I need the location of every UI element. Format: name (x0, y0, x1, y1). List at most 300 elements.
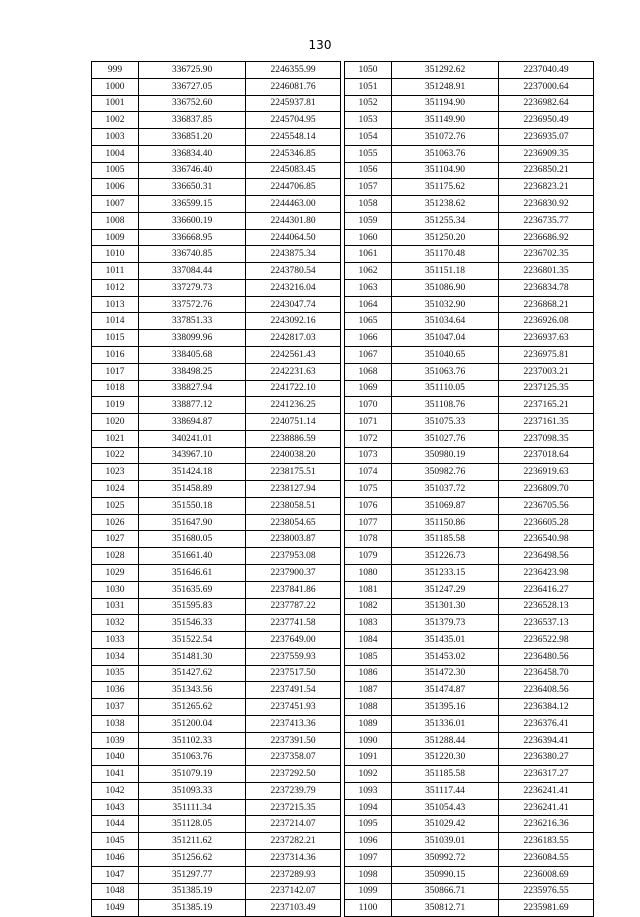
table-row (345, 129, 594, 146)
table-row (92, 833, 341, 850)
table-row (345, 263, 594, 280)
x-coordinate-cell: 351395.16 (392, 699, 499, 716)
y-coordinate-cell: 2236909.35 (499, 145, 594, 162)
y-coordinate-cell: 2237040.49 (499, 62, 594, 79)
point-number-cell: 1084 (345, 632, 392, 649)
point-number-cell: 1018 (92, 380, 139, 397)
y-coordinate-cell: 2236834.78 (499, 279, 594, 296)
coordinate-table-left-body (92, 62, 341, 917)
table-row (345, 816, 594, 833)
table-row (345, 162, 594, 179)
table-row (345, 564, 594, 581)
table-row (92, 766, 341, 783)
table-row (92, 531, 341, 548)
x-coordinate-cell: 338877.12 (139, 397, 246, 414)
y-coordinate-cell: 2237161.35 (499, 414, 594, 431)
x-coordinate-cell: 351635.69 (139, 581, 246, 598)
x-coordinate-cell: 351336.01 (392, 715, 499, 732)
y-coordinate-cell: 2238058.51 (246, 497, 341, 514)
x-coordinate-cell: 336851.20 (139, 129, 246, 146)
y-coordinate-cell: 2236480.56 (499, 648, 594, 665)
x-coordinate-cell: 351550.18 (139, 497, 246, 514)
point-number-cell: 1014 (92, 313, 139, 330)
y-coordinate-cell: 2238054.65 (246, 514, 341, 531)
y-coordinate-cell: 2237292.50 (246, 766, 341, 783)
table-row (345, 581, 594, 598)
table-row (92, 129, 341, 146)
point-number-cell: 1056 (345, 162, 392, 179)
table-row (345, 531, 594, 548)
x-coordinate-cell: 351104.90 (392, 162, 499, 179)
table-row (92, 615, 341, 632)
y-coordinate-cell: 2238003.87 (246, 531, 341, 548)
point-number-cell: 1034 (92, 648, 139, 665)
table-row (345, 833, 594, 850)
point-number-cell: 1074 (345, 464, 392, 481)
y-coordinate-cell: 2236735.77 (499, 212, 594, 229)
x-coordinate-cell: 350980.19 (392, 447, 499, 464)
point-number-cell: 1069 (345, 380, 392, 397)
point-number-cell: 1029 (92, 564, 139, 581)
x-coordinate-cell: 351175.62 (392, 179, 499, 196)
point-number-cell: 1052 (345, 95, 392, 112)
y-coordinate-cell: 2244463.00 (246, 196, 341, 213)
x-coordinate-cell: 351292.62 (392, 62, 499, 79)
y-coordinate-cell: 2237451.93 (246, 699, 341, 716)
table-row (92, 212, 341, 229)
x-coordinate-cell: 351211.62 (139, 833, 246, 850)
x-coordinate-cell: 336834.40 (139, 145, 246, 162)
table-row (92, 78, 341, 95)
coordinate-table-right (344, 61, 594, 917)
point-number-cell: 1013 (92, 296, 139, 313)
table-row (345, 430, 594, 447)
table-row (345, 363, 594, 380)
point-number-cell: 1046 (92, 849, 139, 866)
x-coordinate-cell: 351385.19 (139, 883, 246, 900)
point-number-cell: 1020 (92, 414, 139, 431)
table-row (345, 78, 594, 95)
x-coordinate-cell: 351301.30 (392, 598, 499, 615)
x-coordinate-cell: 336725.90 (139, 62, 246, 79)
x-coordinate-cell: 351185.58 (392, 766, 499, 783)
x-coordinate-cell: 351522.54 (139, 632, 246, 649)
x-coordinate-cell: 351040.65 (392, 347, 499, 364)
table-row (92, 548, 341, 565)
point-number-cell: 1091 (345, 749, 392, 766)
x-coordinate-cell: 351063.76 (392, 145, 499, 162)
y-coordinate-cell: 2237391.50 (246, 732, 341, 749)
y-coordinate-cell: 2238886.59 (246, 430, 341, 447)
y-coordinate-cell: 2243875.34 (246, 246, 341, 263)
y-coordinate-cell: 2237289.93 (246, 866, 341, 883)
y-coordinate-cell: 2237559.93 (246, 648, 341, 665)
y-coordinate-cell: 2236376.41 (499, 715, 594, 732)
point-number-cell: 1027 (92, 531, 139, 548)
x-coordinate-cell: 336668.95 (139, 229, 246, 246)
point-number-cell: 1012 (92, 279, 139, 296)
y-coordinate-cell: 2236458.70 (499, 665, 594, 682)
point-number-cell: 1099 (345, 883, 392, 900)
table-row (92, 514, 341, 531)
y-coordinate-cell: 2237239.79 (246, 782, 341, 799)
table-row (345, 279, 594, 296)
x-coordinate-cell: 351086.90 (392, 279, 499, 296)
y-coordinate-cell: 2236537.13 (499, 615, 594, 632)
x-coordinate-cell: 350812.71 (392, 900, 499, 917)
y-coordinate-cell: 2236850.21 (499, 162, 594, 179)
point-number-cell: 1019 (92, 397, 139, 414)
point-number-cell: 1085 (345, 648, 392, 665)
x-coordinate-cell: 350992.72 (392, 849, 499, 866)
x-coordinate-cell: 351027.76 (392, 430, 499, 447)
x-coordinate-cell: 351546.33 (139, 615, 246, 632)
table-row (92, 497, 341, 514)
point-number-cell: 1043 (92, 799, 139, 816)
table-row (92, 229, 341, 246)
point-number-cell: 1017 (92, 363, 139, 380)
table-row (92, 112, 341, 129)
table-row (345, 900, 594, 917)
point-number-cell: 1051 (345, 78, 392, 95)
x-coordinate-cell: 351288.44 (392, 732, 499, 749)
y-coordinate-cell: 2245083.45 (246, 162, 341, 179)
x-coordinate-cell: 351453.02 (392, 648, 499, 665)
x-coordinate-cell: 336600.19 (139, 212, 246, 229)
x-coordinate-cell: 351474.87 (392, 682, 499, 699)
y-coordinate-cell: 2237103.49 (246, 900, 341, 917)
y-coordinate-cell: 2237282.21 (246, 833, 341, 850)
x-coordinate-cell: 351029.42 (392, 816, 499, 833)
point-number-cell: 1066 (345, 330, 392, 347)
table-row (92, 162, 341, 179)
table-row (92, 749, 341, 766)
y-coordinate-cell: 2236823.21 (499, 179, 594, 196)
table-row (345, 497, 594, 514)
point-number-cell: 1042 (92, 782, 139, 799)
x-coordinate-cell: 351250.20 (392, 229, 499, 246)
point-number-cell: 1023 (92, 464, 139, 481)
point-number-cell: 1035 (92, 665, 139, 682)
x-coordinate-cell: 351647.90 (139, 514, 246, 531)
y-coordinate-cell: 2236982.64 (499, 95, 594, 112)
table-row (92, 263, 341, 280)
table-row (345, 212, 594, 229)
x-coordinate-cell: 336752.60 (139, 95, 246, 112)
y-coordinate-cell: 2236416.27 (499, 581, 594, 598)
x-coordinate-cell: 336740.85 (139, 246, 246, 263)
table-row (345, 849, 594, 866)
y-coordinate-cell: 2237018.64 (499, 447, 594, 464)
y-coordinate-cell: 2236919.63 (499, 464, 594, 481)
table-row (92, 347, 341, 364)
y-coordinate-cell: 2236498.56 (499, 548, 594, 565)
table-row (345, 62, 594, 79)
point-number-cell: 1065 (345, 313, 392, 330)
x-coordinate-cell: 351661.40 (139, 548, 246, 565)
table-row (345, 648, 594, 665)
point-number-cell: 1073 (345, 447, 392, 464)
table-row (92, 62, 341, 79)
table-row (345, 330, 594, 347)
x-coordinate-cell: 351238.62 (392, 196, 499, 213)
table-row (92, 397, 341, 414)
y-coordinate-cell: 2236975.81 (499, 347, 594, 364)
y-coordinate-cell: 2241722.10 (246, 380, 341, 397)
x-coordinate-cell: 337851.33 (139, 313, 246, 330)
point-number-cell: 1093 (345, 782, 392, 799)
x-coordinate-cell: 351248.91 (392, 78, 499, 95)
table-row (345, 145, 594, 162)
table-row (345, 380, 594, 397)
x-coordinate-cell: 351072.76 (392, 129, 499, 146)
y-coordinate-cell: 2241236.25 (246, 397, 341, 414)
x-coordinate-cell: 351265.62 (139, 699, 246, 716)
table-row (92, 799, 341, 816)
x-coordinate-cell: 351034.64 (392, 313, 499, 330)
y-coordinate-cell: 2236528.13 (499, 598, 594, 615)
table-row (92, 145, 341, 162)
point-number-cell: 1055 (345, 145, 392, 162)
table-row (345, 514, 594, 531)
table-row (345, 715, 594, 732)
point-number-cell: 1081 (345, 581, 392, 598)
y-coordinate-cell: 2235981.69 (499, 900, 594, 917)
y-coordinate-cell: 2236950.49 (499, 112, 594, 129)
x-coordinate-cell: 351481.30 (139, 648, 246, 665)
table-row (92, 632, 341, 649)
point-number-cell: 1041 (92, 766, 139, 783)
table-row (92, 816, 341, 833)
y-coordinate-cell: 2236423.98 (499, 564, 594, 581)
x-coordinate-cell: 351063.76 (392, 363, 499, 380)
point-number-cell: 1038 (92, 715, 139, 732)
table-row (345, 481, 594, 498)
y-coordinate-cell: 2246355.99 (246, 62, 341, 79)
x-coordinate-cell: 351075.33 (392, 414, 499, 431)
point-number-cell: 1045 (92, 833, 139, 850)
table-row (345, 766, 594, 783)
point-number-cell: 1068 (345, 363, 392, 380)
x-coordinate-cell: 351185.58 (392, 531, 499, 548)
table-row (92, 330, 341, 347)
y-coordinate-cell: 2237787.22 (246, 598, 341, 615)
table-row (92, 699, 341, 716)
point-number-cell: 999 (92, 62, 139, 79)
y-coordinate-cell: 2242231.63 (246, 363, 341, 380)
x-coordinate-cell: 336727.05 (139, 78, 246, 95)
table-row (92, 900, 341, 917)
table-row (92, 782, 341, 799)
point-number-cell: 1096 (345, 833, 392, 850)
table-row (92, 598, 341, 615)
y-coordinate-cell: 2236605.28 (499, 514, 594, 531)
point-number-cell: 1089 (345, 715, 392, 732)
y-coordinate-cell: 2236935.07 (499, 129, 594, 146)
x-coordinate-cell: 351032.90 (392, 296, 499, 313)
table-row (345, 179, 594, 196)
point-number-cell: 1079 (345, 548, 392, 565)
x-coordinate-cell: 338498.25 (139, 363, 246, 380)
table-row (345, 313, 594, 330)
point-number-cell: 1003 (92, 129, 139, 146)
table-row (92, 363, 341, 380)
table-row (345, 883, 594, 900)
point-number-cell: 1006 (92, 179, 139, 196)
point-number-cell: 1054 (345, 129, 392, 146)
point-number-cell: 1083 (345, 615, 392, 632)
point-number-cell: 1032 (92, 615, 139, 632)
x-coordinate-cell: 351379.73 (392, 615, 499, 632)
point-number-cell: 1002 (92, 112, 139, 129)
x-coordinate-cell: 351102.33 (139, 732, 246, 749)
x-coordinate-cell: 351343.56 (139, 682, 246, 699)
x-coordinate-cell: 343967.10 (139, 447, 246, 464)
y-coordinate-cell: 2237214.07 (246, 816, 341, 833)
table-row (92, 196, 341, 213)
y-coordinate-cell: 2236380.27 (499, 749, 594, 766)
y-coordinate-cell: 2244064.50 (246, 229, 341, 246)
point-number-cell: 1025 (92, 497, 139, 514)
point-number-cell: 1078 (345, 531, 392, 548)
x-coordinate-cell: 336837.85 (139, 112, 246, 129)
x-coordinate-cell: 351054.43 (392, 799, 499, 816)
table-row (345, 632, 594, 649)
table-row (92, 866, 341, 883)
x-coordinate-cell: 351385.19 (139, 900, 246, 917)
point-number-cell: 1009 (92, 229, 139, 246)
point-number-cell: 1040 (92, 749, 139, 766)
table-row (92, 279, 341, 296)
point-number-cell: 1097 (345, 849, 392, 866)
point-number-cell: 1021 (92, 430, 139, 447)
y-coordinate-cell: 2236008.69 (499, 866, 594, 883)
y-coordinate-cell: 2236868.21 (499, 296, 594, 313)
y-coordinate-cell: 2237215.35 (246, 799, 341, 816)
y-coordinate-cell: 2237953.08 (246, 548, 341, 565)
y-coordinate-cell: 2237517.50 (246, 665, 341, 682)
table-row (345, 749, 594, 766)
table-row (345, 95, 594, 112)
y-coordinate-cell: 2237358.07 (246, 749, 341, 766)
point-number-cell: 1026 (92, 514, 139, 531)
table-row (92, 246, 341, 263)
x-coordinate-cell: 351170.48 (392, 246, 499, 263)
table-row (345, 665, 594, 682)
y-coordinate-cell: 2236522.98 (499, 632, 594, 649)
point-number-cell: 1024 (92, 481, 139, 498)
table-row (92, 715, 341, 732)
point-number-cell: 1010 (92, 246, 139, 263)
table-row (92, 313, 341, 330)
y-coordinate-cell: 2245548.14 (246, 129, 341, 146)
table-row (345, 296, 594, 313)
page-number: 130 (308, 38, 332, 52)
point-number-cell: 1088 (345, 699, 392, 716)
x-coordinate-cell: 338827.94 (139, 380, 246, 397)
table-row (92, 564, 341, 581)
x-coordinate-cell: 338694.87 (139, 414, 246, 431)
x-coordinate-cell: 351435.01 (392, 632, 499, 649)
y-coordinate-cell: 2246081.76 (246, 78, 341, 95)
point-number-cell: 1098 (345, 866, 392, 883)
x-coordinate-cell: 351427.62 (139, 665, 246, 682)
y-coordinate-cell: 2243047.74 (246, 296, 341, 313)
point-number-cell: 1094 (345, 799, 392, 816)
y-coordinate-cell: 2237413.36 (246, 715, 341, 732)
point-number-cell: 1048 (92, 883, 139, 900)
point-number-cell: 1057 (345, 179, 392, 196)
point-number-cell: 1030 (92, 581, 139, 598)
x-coordinate-cell: 351149.90 (392, 112, 499, 129)
point-number-cell: 1005 (92, 162, 139, 179)
y-coordinate-cell: 2245937.81 (246, 95, 341, 112)
table-row (345, 732, 594, 749)
point-number-cell: 1008 (92, 212, 139, 229)
x-coordinate-cell: 351063.76 (139, 749, 246, 766)
x-coordinate-cell: 351220.30 (392, 749, 499, 766)
x-coordinate-cell: 351037.72 (392, 481, 499, 498)
x-coordinate-cell: 351458.89 (139, 481, 246, 498)
x-coordinate-cell: 340241.01 (139, 430, 246, 447)
table-row (345, 615, 594, 632)
table-row (92, 682, 341, 699)
x-coordinate-cell: 351110.05 (392, 380, 499, 397)
y-coordinate-cell: 2245346.85 (246, 145, 341, 162)
y-coordinate-cell: 2236705.56 (499, 497, 594, 514)
table-row (92, 464, 341, 481)
y-coordinate-cell: 2243216.04 (246, 279, 341, 296)
table-row (345, 782, 594, 799)
y-coordinate-cell: 2236540.98 (499, 531, 594, 548)
point-number-cell: 1016 (92, 347, 139, 364)
x-coordinate-cell: 351194.90 (392, 95, 499, 112)
point-number-cell: 1067 (345, 347, 392, 364)
table-row (92, 849, 341, 866)
table-row (345, 548, 594, 565)
y-coordinate-cell: 2237165.21 (499, 397, 594, 414)
table-row (92, 648, 341, 665)
table-row (345, 464, 594, 481)
table-row (345, 866, 594, 883)
point-number-cell: 1100 (345, 900, 392, 917)
y-coordinate-cell: 2237003.21 (499, 363, 594, 380)
y-coordinate-cell: 2237314.36 (246, 849, 341, 866)
x-coordinate-cell: 351079.19 (139, 766, 246, 783)
y-coordinate-cell: 2237098.35 (499, 430, 594, 447)
table-row (92, 581, 341, 598)
x-coordinate-cell: 336746.40 (139, 162, 246, 179)
x-coordinate-cell: 350990.15 (392, 866, 499, 883)
x-coordinate-cell: 351047.04 (392, 330, 499, 347)
point-number-cell: 1080 (345, 564, 392, 581)
table-row (92, 380, 341, 397)
x-coordinate-cell: 336599.15 (139, 196, 246, 213)
table-row (92, 883, 341, 900)
point-number-cell: 1007 (92, 196, 139, 213)
y-coordinate-cell: 2236702.35 (499, 246, 594, 263)
point-number-cell: 1095 (345, 816, 392, 833)
x-coordinate-cell: 351472.30 (392, 665, 499, 682)
point-number-cell: 1087 (345, 682, 392, 699)
y-coordinate-cell: 2240038.20 (246, 447, 341, 464)
table-row (92, 732, 341, 749)
table-row (92, 296, 341, 313)
table-row (92, 414, 341, 431)
point-number-cell: 1028 (92, 548, 139, 565)
x-coordinate-cell: 351108.76 (392, 397, 499, 414)
y-coordinate-cell: 2236216.36 (499, 816, 594, 833)
